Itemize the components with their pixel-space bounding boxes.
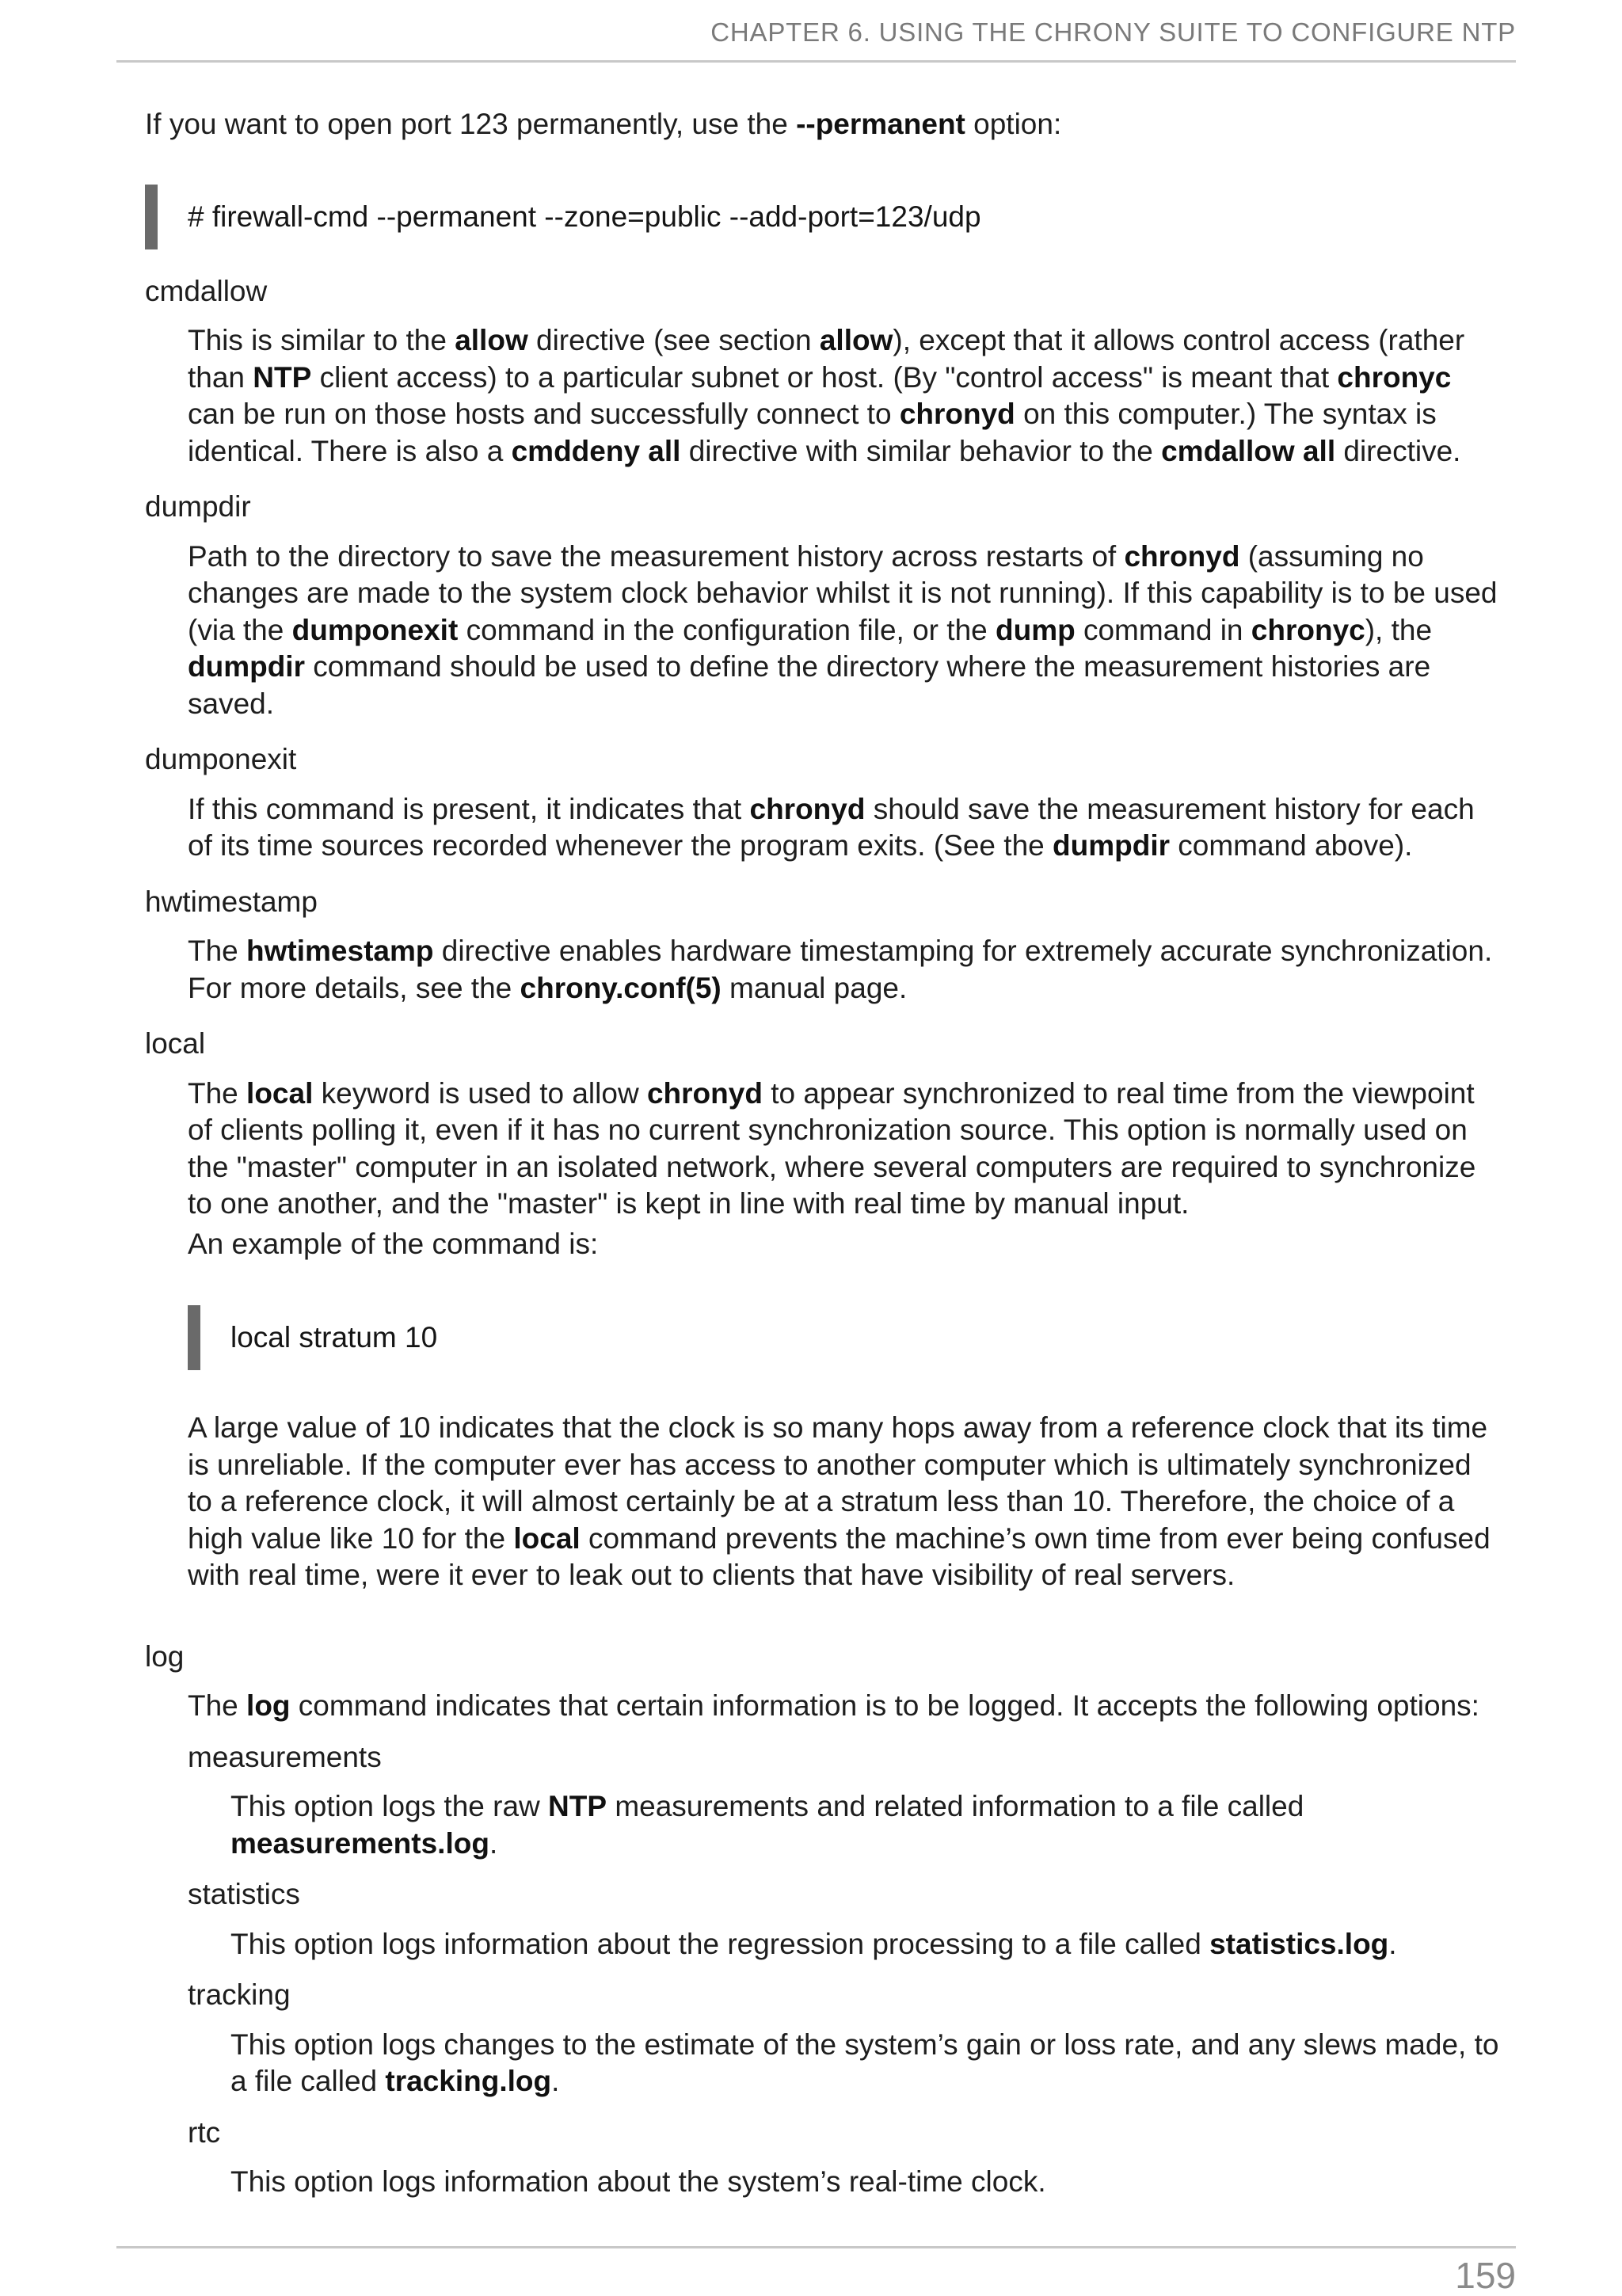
running-header: CHAPTER 6. USING THE CHRONY SUITE TO CONFIGURE NTP [710,17,1516,47]
measurements-paragraph [230,1788,1499,1862]
bold-term: log [246,1689,291,1722]
text-run: can be run on those hosts and successfully connect to [188,398,900,430]
term-hwtimestamp: hwtimestamp [145,885,318,918]
bold-term: dumpdir [1053,829,1170,862]
bold-term: cmdallow all [1161,434,1336,467]
text-run: The [188,935,247,967]
term-dumponexit: dumponexit [145,743,297,775]
bold-term: allow [819,324,893,356]
intro-text-end: option: [965,108,1062,140]
log-paragraph [188,1688,1499,1725]
text-run: directive (see section [527,324,820,356]
text-run: command in [1075,613,1251,646]
bold-term: chronyd [749,792,866,825]
definition-hwtimestamp [188,933,1499,1007]
bold-term: hwtimestamp [246,935,434,967]
text-run: should save the measurement history for each of its time sources recorded whenever the program exits. (See the [188,792,1475,862]
text-run: command in the configuration file, or the [458,613,996,646]
text-run: command prevents the machine’s own time from ever being confused with real time, were it ever to leak out to clients that have visibility of real servers. [188,1521,1491,1591]
bold-term: dumponexit [291,613,459,646]
text-run: This option logs information about the regression processing to a file called [230,1927,1210,1960]
text-run: to appear synchronized to real time from the viewpoint of clients polling it, even if it has no current synchronization source. This option is normally used on the "master" computer in an isolated network, where several computers are required to synchronize to one another, and the "master" is kept in line with real time by manual input. [188,1076,1476,1220]
term-measurements: measurements [188,1740,382,1773]
statistics-paragraph [230,1926,1499,1963]
hwtimestamp-paragraph [188,933,1499,1007]
definition-log [188,1688,1499,1725]
bold-term: dump [996,613,1076,646]
local-paragraph [188,1076,1499,1223]
text-run: Path to the directory to save the measurement history across restarts of [188,539,1125,573]
text-run: . [489,1826,498,1860]
bold-term: NTP [253,360,312,394]
term-tracking: tracking [188,1978,291,2011]
definition-cmdallow [188,322,1499,470]
text-run: This option logs the raw [230,1790,549,1822]
text-run: directive enables hardware timestamping for extremely accurate synchronization. For more details, see the [188,935,1493,1004]
text-run: If this command is present, it indicates that [188,792,750,825]
definition-dumpdir [188,539,1499,723]
definition-dumponexit [188,791,1499,865]
definition-rtc [230,2164,1499,2201]
text-run: (assuming no changes are made to the system clock behavior whilst it is not running). If this capability is to be used (via the [188,539,1498,646]
text-run: keyword is used to allow [313,1076,647,1110]
text-run: The [188,1076,247,1110]
bold-term: tracking.log [385,2065,552,2097]
page-content [145,106,1499,2201]
text-run: directive. [1335,434,1461,467]
bold-term: local [246,1076,314,1110]
text-run: The [188,1689,247,1722]
term-cmdallow: cmdallow [145,274,268,307]
text-run: client access) to a particular subnet or host. (By "control access" is meant that [311,360,1338,394]
definition-local-continued [188,1410,1499,1594]
page-number: 159 [1455,2255,1516,2296]
text-run: command should be used to define the directory where the measurement histories are saved. [188,650,1431,720]
local-stratum-command: local stratum 10 [230,1321,438,1354]
footer-rule [116,2246,1516,2248]
bold-term: dumpdir [188,650,305,683]
text-run: directive with similar behavior to the [680,434,1162,467]
bold-term: chronyc [1251,613,1365,646]
term-rtc: rtc [188,2115,221,2149]
definition-statistics [230,1926,1499,1963]
definition-measurements [230,1788,1499,1862]
header-rule [116,60,1516,63]
text-run: command above). [1170,829,1413,862]
permanent-option: --permanent [796,108,965,140]
term-dumpdir: dumpdir [145,490,251,523]
bold-term: statistics.log [1209,1927,1389,1960]
text-run: manual page. [721,971,908,1004]
dumponexit-paragraph [188,791,1499,865]
bold-term: cmddeny all [511,434,681,467]
bold-term: chronyd [1124,539,1240,573]
rtc-paragraph: This option logs information about the system’s real-time clock. [230,2165,1046,2198]
text-run: A large value of 10 indicates that the clock is so many hops away from a reference clock that its time is unreliable. If the computer ever has access to another computer which is ultimately synchronized to a reference clock, it will almost certainly be at a stratum less than 10. Therefore, the choice of a high value like 10 for the [188,1411,1488,1555]
bold-term: allow [455,324,528,356]
text-run: ), except that it allows control access (rather than [188,324,1465,394]
definition-tracking [230,2027,1499,2100]
bold-term: NTP [548,1790,607,1822]
bold-term: measurements.log [230,1826,489,1860]
local-example-intro: An example of the command is: [188,1227,599,1260]
bold-term: chronyd [899,398,1015,430]
term-local: local [145,1027,206,1060]
dumpdir-paragraph [188,539,1499,723]
text-run: on this computer.) The syntax is identical. There is also a [188,398,1437,467]
cmdallow-paragraph [188,322,1499,470]
text-run: . [551,2065,560,2097]
text-run: ), the [1365,613,1433,646]
intro-paragraph [145,106,1499,143]
term-log: log [145,1639,185,1673]
text-run: command indicates that certain information is to be logged. It accepts the following options: [290,1689,1479,1722]
bold-term: chronyc [1337,360,1452,394]
text-run: . [1388,1927,1397,1960]
bold-term: local [513,1521,581,1555]
definition-local [188,1076,1499,1263]
local-stratum-paragraph [188,1410,1499,1594]
text-run: This is similar to the [188,324,455,356]
firewall-command: # firewall-cmd --permanent --zone=public --add-port=123/udp [188,200,981,233]
bold-term: chronyd [646,1076,763,1110]
tracking-paragraph [230,2027,1499,2100]
text-run: This option logs changes to the estimate of the system’s gain or loss rate, and any slews made, to a file called [230,2028,1499,2097]
intro-text: If you want to open port 123 permanently, use the [145,108,797,140]
local-code-block [188,1305,1499,1370]
term-statistics: statistics [188,1878,300,1910]
text-run: measurements and related information to a file called [607,1790,1304,1822]
bold-term: chrony.conf(5) [520,971,722,1004]
firewall-code-block [145,185,1499,249]
